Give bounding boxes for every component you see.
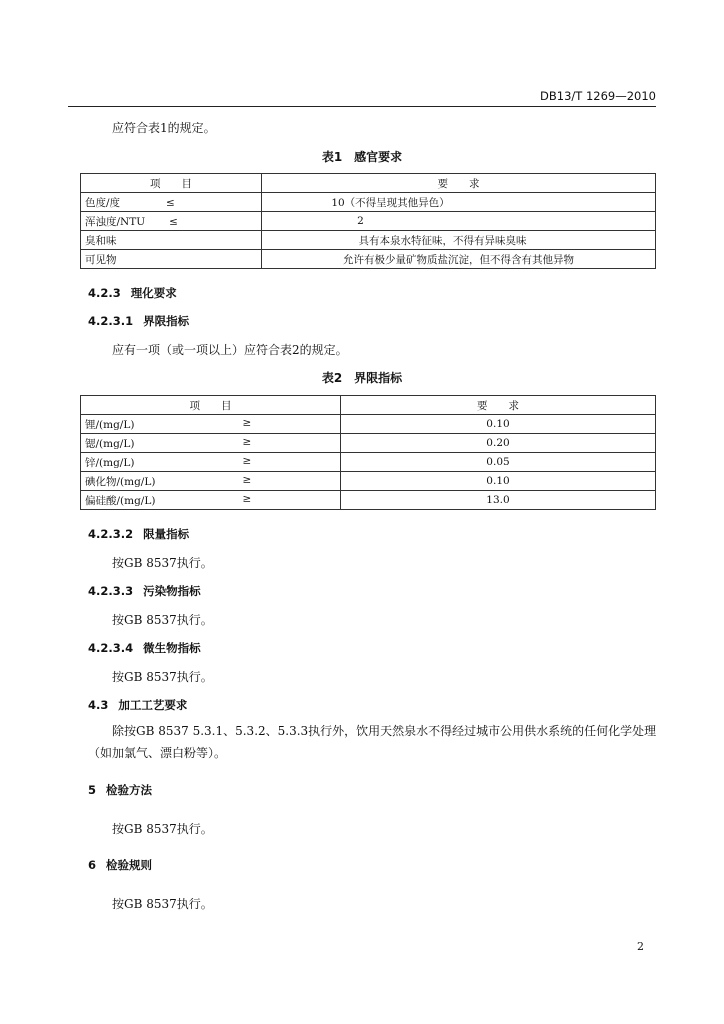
section-4-2-3-4-heading: 4.2.3.4 微生物指标 — [88, 641, 201, 655]
table-cell-item: 偏硅酸/(mg/L) ≥ — [81, 491, 341, 510]
table-cell-item: 臭和味 — [81, 231, 262, 250]
section-4-2-3-3-paragraph: 按GB 8537执行。 — [112, 613, 213, 627]
section-4-2-3-3-heading: 4.2.3.3 污染物指标 — [88, 584, 201, 598]
table2-header-row — [81, 396, 656, 415]
section-4-2-3-2-paragraph: 按GB 8537执行。 — [112, 556, 213, 570]
section-6-heading: 6 检验规则 — [88, 858, 153, 872]
table-cell-req: 0.10 — [341, 415, 656, 434]
table-row — [81, 212, 656, 231]
doc-code: DB13/T 1269—2010 — [540, 89, 656, 103]
table-cell-req: 0.05 — [341, 453, 656, 472]
table2 — [80, 395, 656, 510]
table-cell-item: 浑浊度/NTU ≤ — [81, 212, 262, 231]
table2-col-item: 项 目 — [81, 396, 341, 415]
section-4-2-3-1-heading: 4.2.3.1 界限指标 — [88, 314, 190, 328]
table2-caption: 表2 界限指标 — [321, 371, 403, 385]
table-cell-req: 0.10 — [341, 472, 656, 491]
table2-col-req: 要 求 — [341, 396, 656, 415]
table-cell-item: 色度/度 ≤ — [81, 193, 262, 212]
intro-paragraph: 应符合表1的规定。 — [112, 121, 216, 135]
section-6-paragraph: 按GB 8537执行。 — [112, 897, 213, 911]
table-cell-item: 锶/(mg/L) ≥ — [81, 434, 341, 453]
table-cell-item: 碘化物/(mg/L) ≥ — [81, 472, 341, 491]
table-row — [81, 472, 656, 491]
table1-header-row — [81, 174, 656, 193]
table-row — [81, 250, 656, 269]
table-row — [81, 193, 656, 212]
table-cell-req: 2 — [262, 212, 656, 231]
table-cell-req: 13.0 — [341, 491, 656, 510]
section-4-2-3-1-paragraph: 应有一项（或一项以上）应符合表2的规定。 — [112, 343, 348, 357]
table1-caption: 表1 感官要求 — [321, 150, 403, 164]
table-row — [81, 415, 656, 434]
section-5-heading: 5 检验方法 — [88, 783, 153, 797]
table-cell-item: 锌/(mg/L) ≥ — [81, 453, 341, 472]
table1 — [80, 173, 656, 269]
table-row — [81, 434, 656, 453]
section-4-2-3-4-paragraph: 按GB 8537执行。 — [112, 670, 213, 684]
section-5-paragraph: 按GB 8537执行。 — [112, 822, 213, 836]
table-cell-req: 允许有极少量矿物质盐沉淀，但不得含有其他异物 — [262, 250, 656, 269]
table-cell-req: 0.20 — [341, 434, 656, 453]
section-4-2-3-2-heading: 4.2.3.2 限量指标 — [88, 527, 190, 541]
table-cell-req: 具有本泉水特征味，不得有异味臭味 — [262, 231, 656, 250]
table1-col-req: 要 求 — [262, 174, 656, 193]
table-row — [81, 231, 656, 250]
section-4-3-paragraph: 除按GB 8537 5.3.1、5.3.2、5.3.3执行外，饮用天然泉水不得经过城市公用供水系统的任何化学处理（如加氯气、漂白粉等）。 — [88, 724, 657, 760]
header-rule — [68, 106, 656, 107]
table1-col-item: 项 目 — [81, 174, 262, 193]
table-cell-item: 锂/(mg/L) ≥ — [81, 415, 341, 434]
table-row — [81, 491, 656, 510]
page-number: 2 — [637, 940, 644, 953]
table-cell-item: 可见物 — [81, 250, 262, 269]
table-cell-req: 10（不得呈现其他异色） — [262, 193, 656, 212]
section-4-3-heading: 4.3 加工工艺要求 — [88, 698, 188, 712]
section-4-2-3-heading: 4.2.3 理化要求 — [88, 286, 177, 300]
table-row — [81, 453, 656, 472]
